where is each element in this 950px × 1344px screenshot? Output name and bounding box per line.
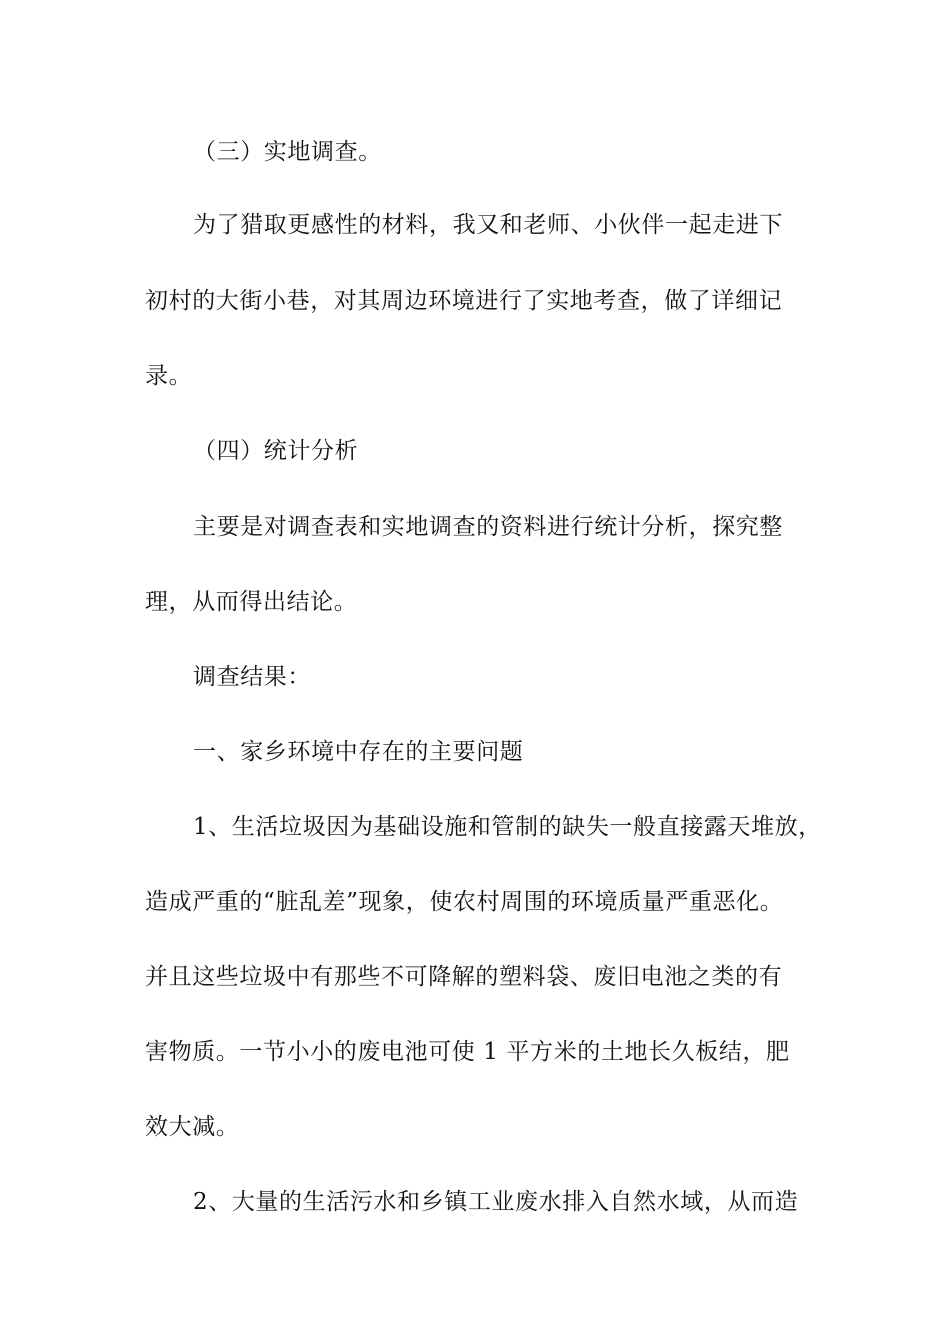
paragraph-line: 并且这些垃圾中有那些不可降解的塑料袋、废旧电池之类的有 [145, 964, 783, 990]
paragraph-line: 主要是对调查表和实地调查的资料进行统计分析，探究整 [193, 514, 783, 540]
paragraph-line: 2、大量的生活污水和乡镇工业废水排入自然水域，从而造 [193, 1189, 799, 1215]
paragraph-line: 初村的大街小巷，对其周边环境进行了实地考查，做了详细记 [145, 288, 783, 314]
results-heading: 调查结果： [193, 664, 311, 690]
paragraph-line: 理，从而得出结论。 [145, 589, 358, 615]
paragraph-line: 录。 [145, 363, 193, 389]
problems-heading: 一、家乡环境中存在的主要问题 [193, 739, 524, 765]
paragraph-line: 为了猎取更感性的材料，我又和老师、小伙伴一起走进下 [193, 212, 783, 238]
section-heading-statistics: （四）统计分析 [193, 438, 359, 464]
section-heading-field-survey: （三）实地调查。 [193, 139, 382, 165]
paragraph-line: 1、生活垃圾因为基础设施和管制的缺失一般直接露天堆放， [193, 814, 822, 840]
paragraph-line: 害物质。一节小小的废电池可使 1 平方米的土地长久板结，肥 [145, 1039, 790, 1065]
paragraph-line: 效大减。 [145, 1114, 240, 1140]
paragraph-line: 造成严重的“脏乱差”现象，使农村周围的环境质量严重恶化。 [145, 889, 784, 915]
